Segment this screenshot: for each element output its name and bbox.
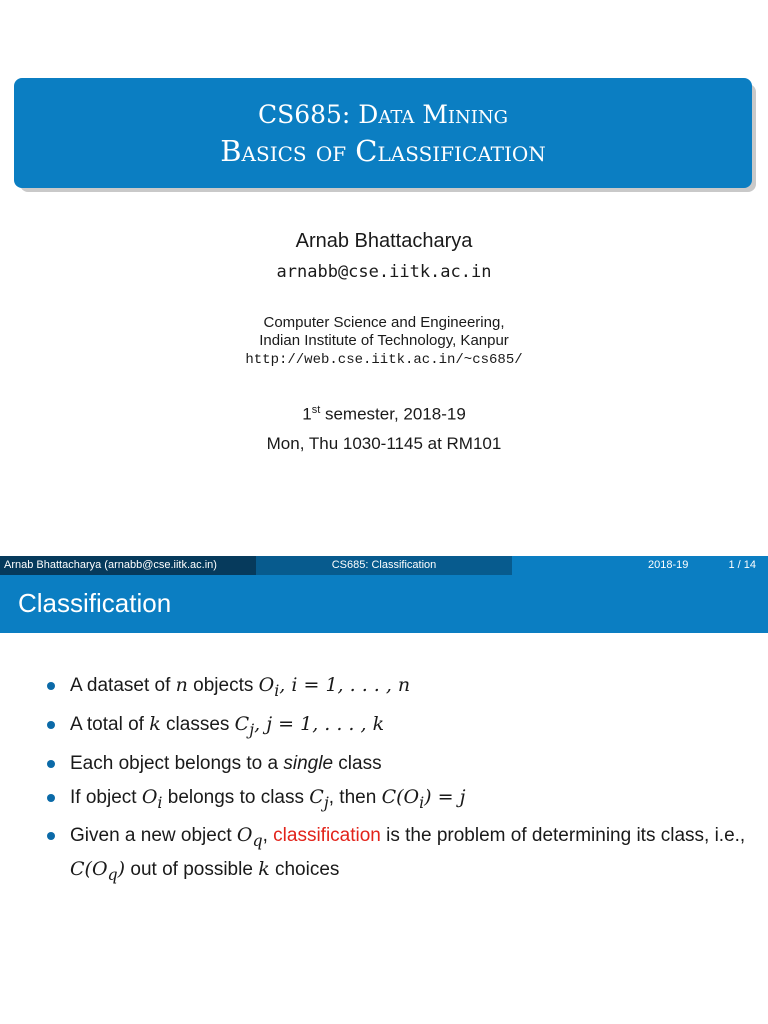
bullet-icon xyxy=(47,760,55,768)
slide2-title: Classification xyxy=(18,588,172,618)
bullet-icon xyxy=(47,832,55,840)
author-email: arnabb@cse.iitk.ac.in xyxy=(276,262,492,282)
highlighted-term: classification xyxy=(273,825,381,847)
bullet-icon xyxy=(47,721,55,729)
list-item: Each object belongs to a single class xyxy=(0,749,768,778)
list-item: A total of k classes $C_j$, j = 1, . . . , k xyxy=(0,710,768,744)
page-number: 1 / 14 xyxy=(728,559,756,571)
footer-date: 2018-19 xyxy=(648,559,689,571)
department: Computer Science and Engineering, xyxy=(263,314,505,331)
bullet-icon xyxy=(47,682,55,690)
author-name: Arnab Bhattacharya xyxy=(295,230,473,252)
footer-bar xyxy=(0,556,768,575)
course-title: CS685: Data Mining xyxy=(257,100,509,129)
slide2-header xyxy=(0,575,768,633)
list-item: Given a new object $O_q$, classification is the problem of determining its class, i.e., $C(O_q)$ out of possible k choices xyxy=(0,821,768,889)
bullet-icon xyxy=(47,794,55,802)
semester: 1st semester, 2018-19 xyxy=(302,404,466,424)
schedule: Mon, Thu 1030-1145 at RM101 xyxy=(266,434,502,453)
course-url: http://web.cse.iitk.ac.in/~cs685/ xyxy=(245,352,523,368)
institute: Indian Institute of Technology, Kanpur xyxy=(259,332,509,349)
title-box xyxy=(14,78,752,188)
list-item: If object $O_i$ belongs to class $C_j$, then $C(O_i) = j$ xyxy=(0,783,768,817)
footer-title: CS685: Classification xyxy=(256,556,512,575)
bullet-list xyxy=(0,671,768,894)
footer-author: Arnab Bhattacharya (arnabb@cse.iitk.ac.in) xyxy=(0,556,256,575)
lecture-title: Basics of Classification xyxy=(220,134,546,168)
list-item: A dataset of n objects $O_i$, i = 1, . . . , n xyxy=(0,671,768,705)
footer-right xyxy=(512,556,768,575)
